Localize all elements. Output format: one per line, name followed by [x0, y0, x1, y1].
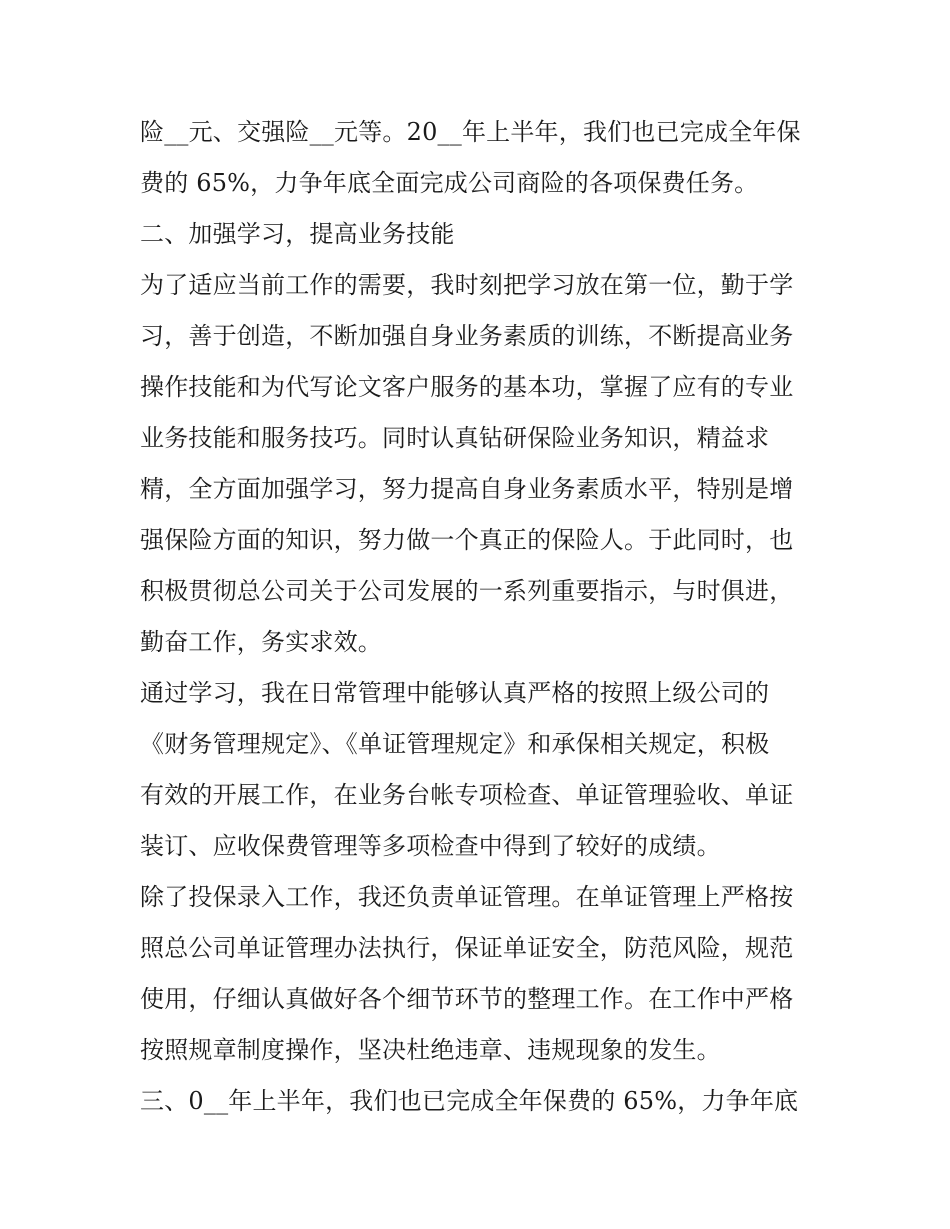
text-line: 装订、应收保费管理等多项检查中得到了较好的成绩。 — [140, 832, 721, 860]
text-line: 为了适应当前工作的需要，我时刻把学习放在第一位，勤于学 — [140, 271, 794, 299]
text-line: 积极贯彻总公司关于公司发展的一系列重要指示，与时俱进， — [140, 577, 794, 605]
text-line: 通过学习，我在日常管理中能够认真严格的按照上级公司的 — [140, 679, 770, 707]
text-line: 使用，仔细认真做好各个细节环节的整理工作。在工作中严格 — [140, 985, 794, 1013]
text-line: 操作技能和为代写论文客户服务的基本功，掌握了应有的专业 — [140, 373, 794, 401]
text-line: 除了投保录入工作，我还负责单证管理。在单证管理上严格按 — [140, 883, 794, 911]
section-heading: 三、0__年上半年，我们也已完成全年保费的 65%，力争年底 — [140, 1087, 799, 1115]
text-line: 强保险方面的知识，努力做一个真正的保险人。于此同时，也 — [140, 526, 794, 554]
text-line: 《财务管理规定》、《单证管理规定》和承保相关规定，积极 — [140, 730, 770, 758]
text-line: 费的 65%，力争年底全面完成公司商险的各项保费任务。 — [140, 169, 759, 197]
text-line: 照总公司单证管理办法执行，保证单证安全，防范风险，规范 — [140, 934, 794, 962]
text-line: 险__元、交强险__元等。20__年上半年，我们也已完成全年保 — [140, 118, 801, 146]
text-line: 精，全方面加强学习，努力提高自身业务素质水平，特别是增 — [140, 475, 794, 503]
text-line: 勤奋工作，务实求效。 — [140, 628, 382, 656]
document-body — [140, 107, 820, 1127]
text-line: 有效的开展工作，在业务台帐专项检查、单证管理验收、单证 — [140, 781, 794, 809]
text-line: 习，善于创造，不断加强自身业务素质的训练，不断提高业务 — [140, 322, 794, 350]
text-line: 按照规章制度操作，坚决杜绝违章、违规现象的发生。 — [140, 1036, 721, 1064]
section-heading: 二、加强学习，提高业务技能 — [140, 220, 455, 248]
text-line: 业务技能和服务技巧。同时认真钻研保险业务知识，精益求 — [140, 424, 770, 452]
